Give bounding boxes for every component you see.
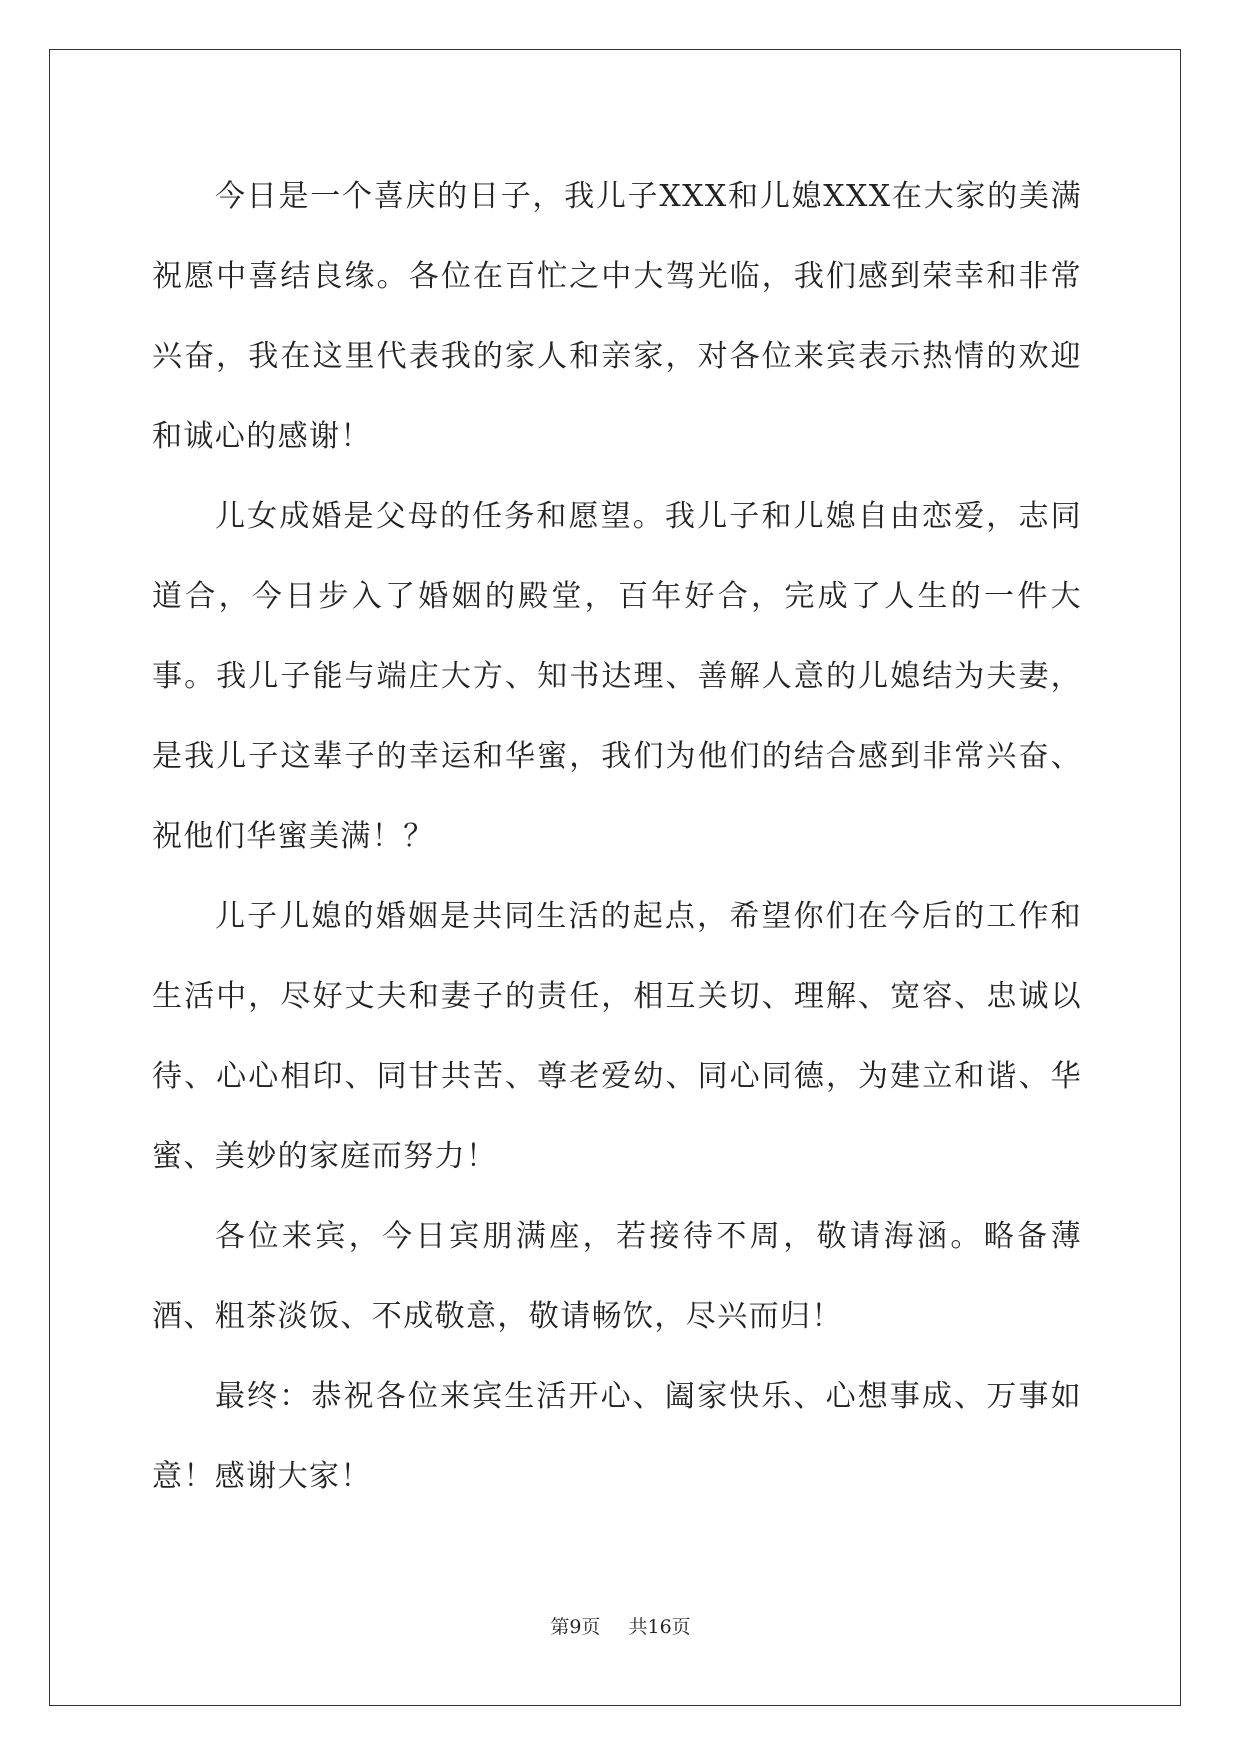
- document-body: [152, 157, 1082, 1517]
- paragraph-wishes: 儿子儿媳的婚姻是共同生活的起点，希望你们在今后的工作和生活中，尽好丈夫和妻子的责任，相互关切、理解、宽容、忠诚以待、心心相印、同甘共苦、尊老爱幼、同心同德，为建立和谐、华蜜、美妙的家庭而努力！: [152, 899, 1082, 1174]
- paragraph-guests: 各位来宾，今日宾朋满座，若接待不周，敬请海涵。略备薄酒、粗茶淡饭、不成敬意，敬请畅饮，尽兴而归！: [152, 1219, 1082, 1334]
- page-total: 共16页: [628, 1616, 691, 1638]
- page-number: 第9页: [550, 1616, 601, 1638]
- paragraph-marriage: 儿女成婚是父母的任务和愿望。我儿子和儿媳自由恋爱，志同道合，今日步入了婚姻的殿堂，百年好合，完成了人生的一件大事。我儿子能与端庄大方、知书达理、善解人意的儿媳结为夫妻，是我儿子这辈子的幸运和华蜜，我们为他们的结合感到非常兴奋、祝他们华蜜美满！？: [152, 499, 1082, 854]
- paragraph-welcome: 今日是一个喜庆的日子，我儿子XXX和儿媳XXX在大家的美满祝愿中喜结良缘。各位在百忙之中大驾光临，我们感到荣幸和非常兴奋，我在这里代表我的家人和亲家，对各位来宾表示热情的欢迎和诚心的感谢！: [152, 179, 1082, 454]
- page-footer: [0, 1612, 1241, 1639]
- paragraph-closing: 最终：恭祝各位来宾生活开心、阖家快乐、心想事成、万事如意！感谢大家！: [152, 1379, 1082, 1494]
